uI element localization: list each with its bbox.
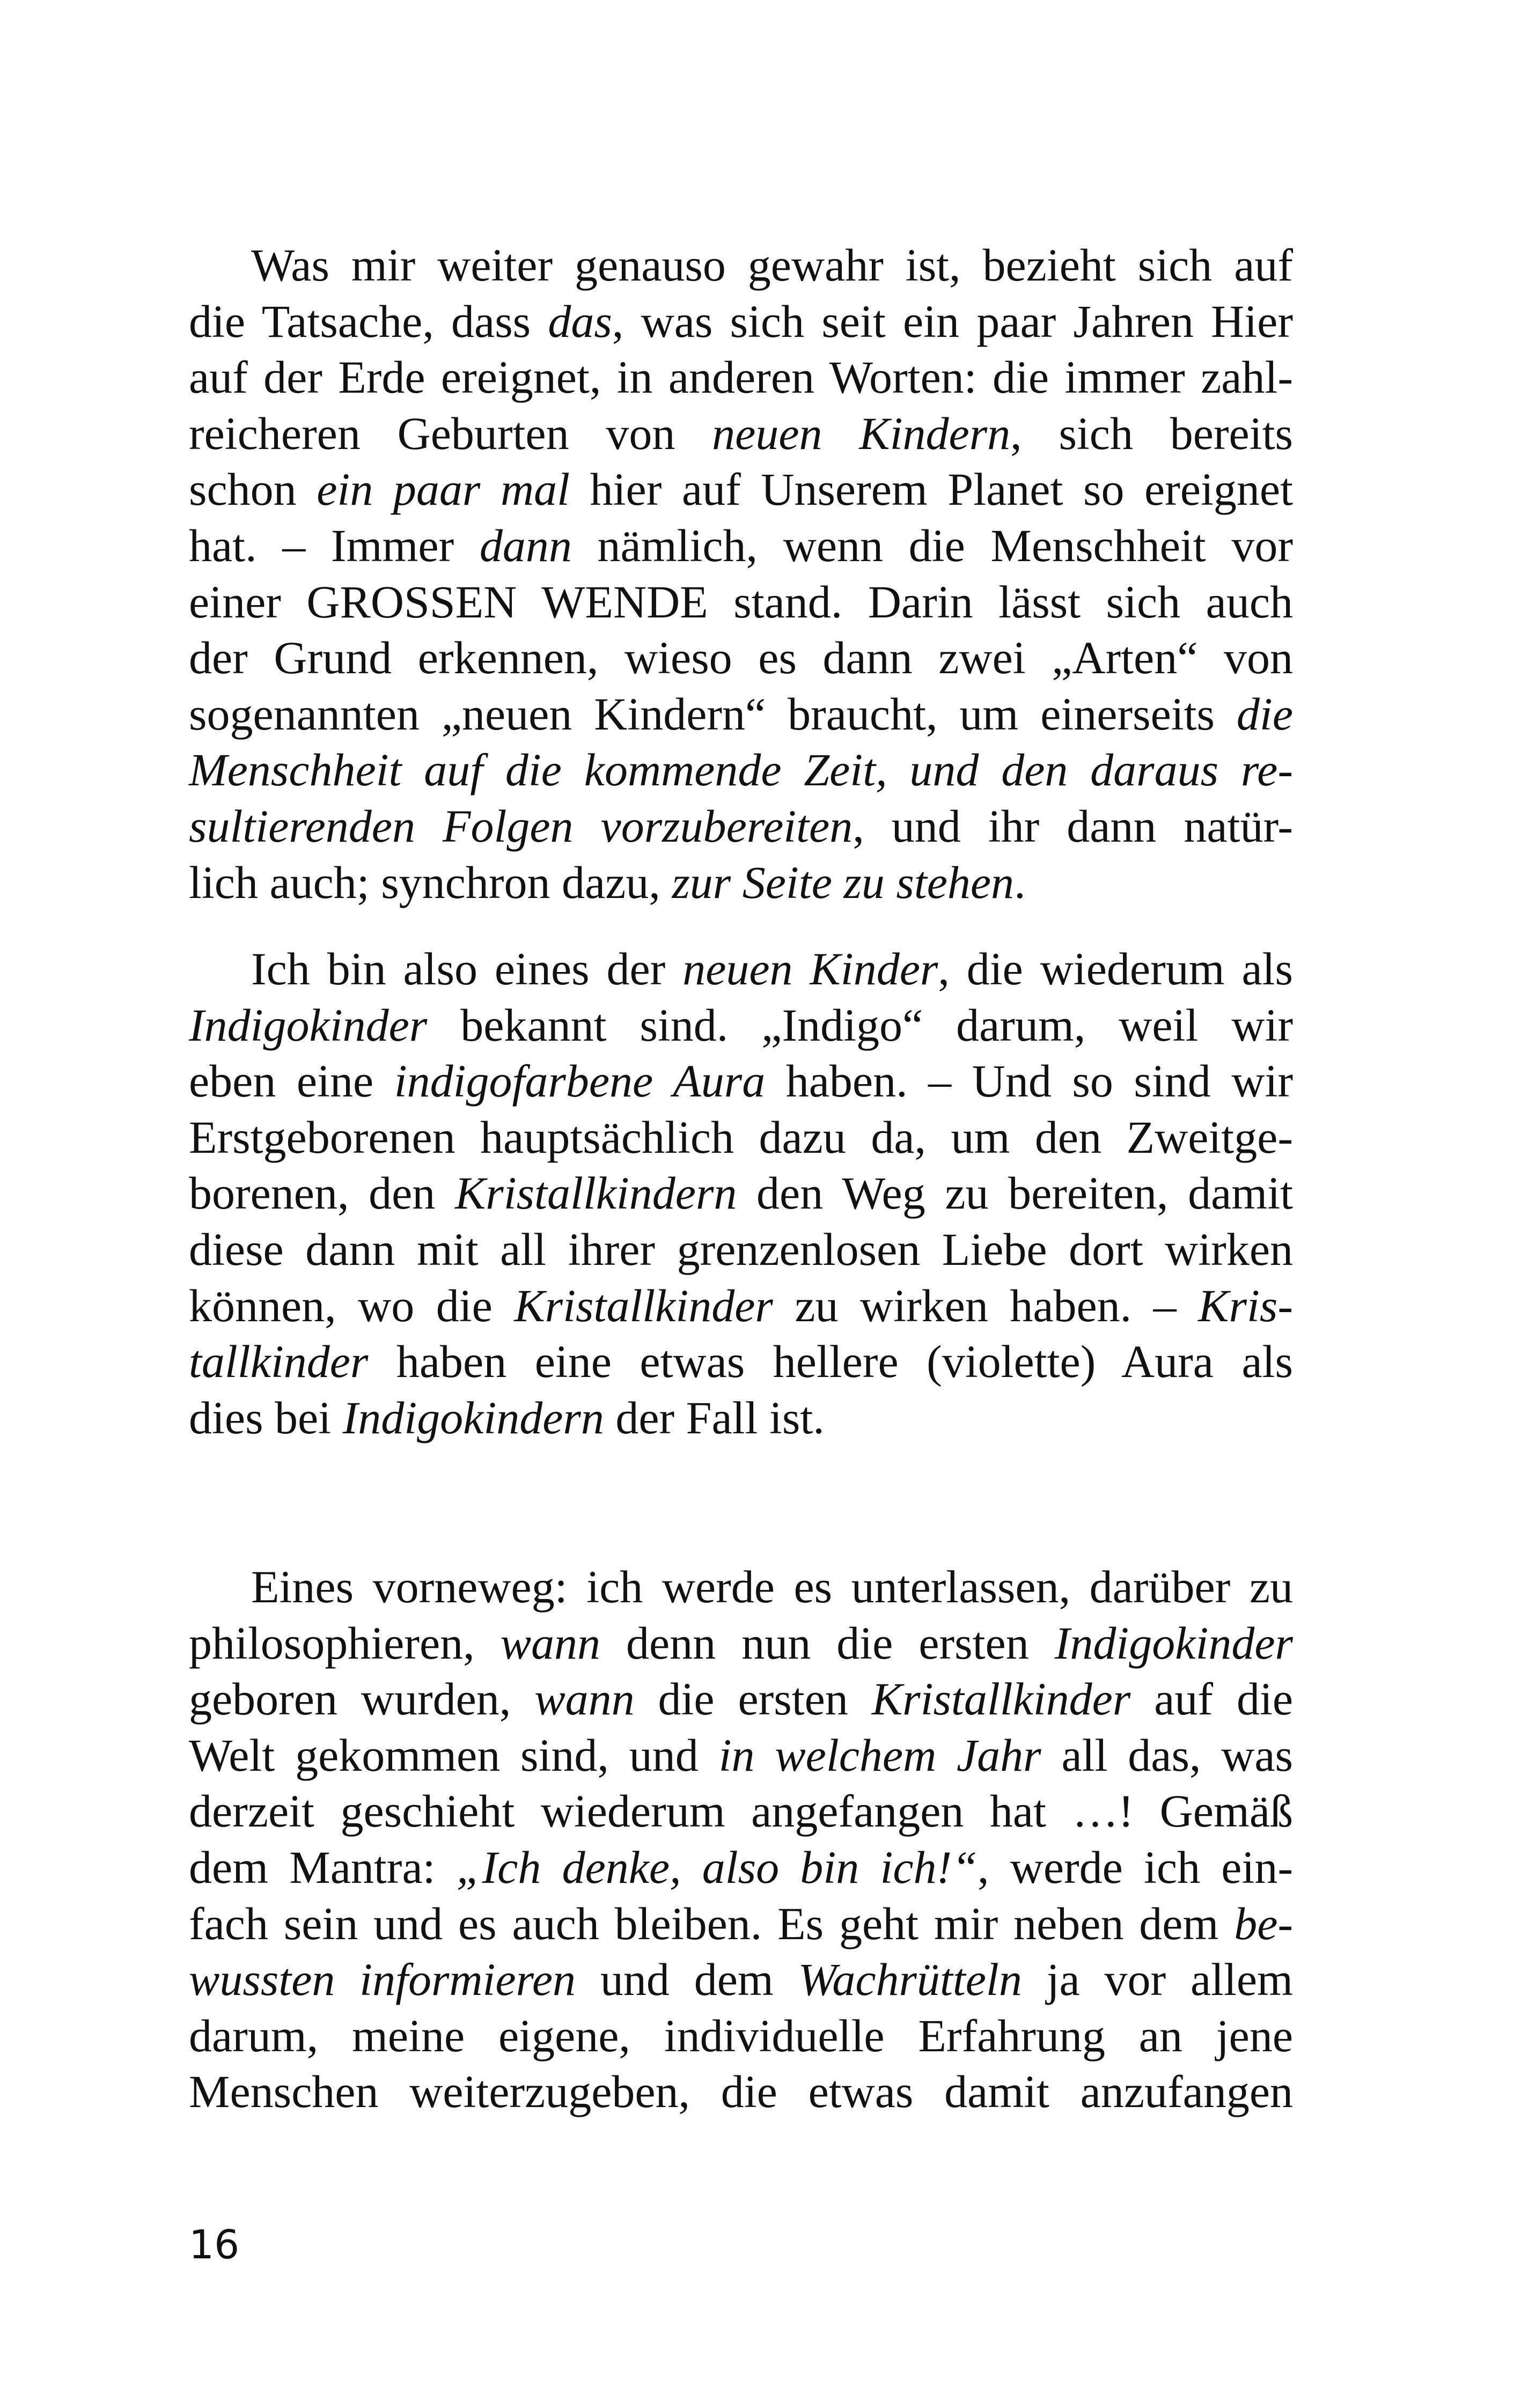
text-run: der Grund erkennen, wieso es dann zwei „Arten“ von bbox=[189, 632, 1293, 684]
text-line bbox=[189, 461, 1293, 518]
text-line bbox=[189, 406, 1293, 462]
paragraph-3 bbox=[189, 1559, 1293, 2120]
text-line bbox=[189, 2008, 1293, 2064]
text-run: , was sich seit ein paar Jahren Hier bbox=[612, 295, 1293, 347]
italic-text-run: Kristallkinder bbox=[514, 1279, 773, 1331]
italic-text-run: be- bbox=[1234, 1897, 1293, 1949]
italic-text-run: in welchem Jahr bbox=[718, 1729, 1041, 1781]
italic-text-run: das bbox=[548, 295, 612, 347]
text-line bbox=[189, 1559, 1293, 1615]
italic-text-run: ein paar mal bbox=[317, 463, 570, 516]
text-line bbox=[189, 237, 1293, 293]
text-line bbox=[189, 686, 1293, 742]
text-line bbox=[189, 1278, 1293, 1334]
italic-text-run: zur Seite zu stehen bbox=[672, 856, 1015, 908]
text-run: die ersten bbox=[634, 1673, 872, 1725]
text-line bbox=[189, 1952, 1293, 2008]
text-run: Ich bin also eines der bbox=[251, 943, 683, 995]
text-run: Was mir weiter genauso gewahr ist, bezieht sich auf bbox=[251, 239, 1293, 291]
text-run: fach sein und es auch bleiben. Es geht mir neben dem bbox=[189, 1897, 1235, 1949]
text-run: Welt gekommen sind, und bbox=[189, 1729, 719, 1781]
italic-text-run: Kristallkinder bbox=[871, 1673, 1131, 1725]
text-run: , werde ich ein- bbox=[978, 1841, 1293, 1893]
text-line bbox=[189, 1671, 1293, 1727]
text-line bbox=[189, 574, 1293, 630]
italic-text-run: indigofarbene Aura bbox=[394, 1055, 766, 1107]
text-run: können, wo die bbox=[189, 1279, 515, 1331]
italic-text-run: Indigokindern bbox=[342, 1391, 604, 1444]
text-run: lich auch; synchron dazu, bbox=[189, 856, 672, 908]
text-run: philosophieren, bbox=[189, 1617, 501, 1669]
text-run: den Weg zu bereiten, damit bbox=[737, 1167, 1293, 1219]
text-run: , und ihr dann natür- bbox=[853, 800, 1293, 852]
text-run: eben eine bbox=[189, 1055, 394, 1107]
italic-text-run: dann bbox=[479, 519, 572, 571]
text-line bbox=[189, 2064, 1293, 2120]
text-line bbox=[189, 1727, 1293, 1784]
text-run: borenen, den bbox=[189, 1167, 455, 1219]
text-run: Erstgeborenen hauptsächlich dazu da, um den Zweitge- bbox=[189, 1111, 1293, 1163]
text-run: einer GROSSEN WENDE stand. Darin lässt sich auch bbox=[189, 576, 1293, 628]
text-line bbox=[189, 941, 1293, 997]
text-run: zu wirken haben. – bbox=[773, 1279, 1199, 1331]
text-line bbox=[189, 1053, 1293, 1109]
text-run: der Fall ist. bbox=[604, 1391, 825, 1444]
text-line bbox=[189, 855, 1293, 911]
italic-text-run: wann bbox=[500, 1617, 601, 1669]
text-run: darum, meine eigene, individuelle Erfahrung an jene bbox=[189, 2009, 1293, 2061]
text-run: all das, was bbox=[1041, 1729, 1294, 1781]
italic-text-run: sultierenden Folgen vorzubereiten bbox=[189, 800, 853, 852]
italic-text-run: wussten informieren bbox=[189, 1954, 576, 2006]
text-run: auf die bbox=[1130, 1673, 1294, 1725]
text-run: dies bei bbox=[189, 1391, 343, 1444]
text-run: haben. – Und so sind wir bbox=[765, 1055, 1293, 1107]
text-run: diese dann mit all ihrer grenzenlosen Liebe dort wirken bbox=[189, 1223, 1293, 1275]
text-run: die Tatsache, dass bbox=[189, 295, 548, 347]
text-run: reicheren Geburten von bbox=[189, 407, 712, 459]
text-run: derzeit geschieht wiederum angefangen hat …! Gemäß bbox=[189, 1785, 1293, 1837]
text-line bbox=[189, 1221, 1293, 1278]
text-run: denn nun die ersten bbox=[600, 1617, 1055, 1669]
text-line bbox=[189, 798, 1293, 855]
text-line bbox=[189, 1783, 1293, 1839]
text-run: und dem bbox=[576, 1954, 798, 2006]
text-run: schon bbox=[189, 463, 317, 516]
italic-text-run: Indigokinder bbox=[189, 999, 428, 1051]
italic-text-run: Kristallkindern bbox=[454, 1167, 737, 1219]
italic-text-run: neuen Kinder bbox=[682, 943, 938, 995]
italic-text-run: wann bbox=[534, 1673, 635, 1725]
italic-text-run: Kris- bbox=[1198, 1279, 1293, 1331]
text-line bbox=[189, 1615, 1293, 1671]
text-line bbox=[189, 997, 1293, 1054]
text-line bbox=[189, 1896, 1293, 1952]
text-run: ja vor allem bbox=[1022, 1954, 1293, 2006]
italic-text-run: „Ich denke, also bin ich!“ bbox=[456, 1841, 978, 1893]
italic-text-run: Wachrütteln bbox=[798, 1954, 1022, 2006]
text-line bbox=[189, 742, 1293, 798]
text-run: geboren wurden, bbox=[189, 1673, 535, 1725]
text-line bbox=[189, 349, 1293, 406]
text-run: Eines vorneweg: ich werde es unterlassen, darüber zu bbox=[251, 1561, 1293, 1612]
text-run: auf der Erde ereignet, in anderen Worten: die immer zahl- bbox=[189, 351, 1293, 403]
text-run: Menschen weiterzugeben, die etwas damit anzufangen bbox=[189, 2066, 1293, 2118]
text-line bbox=[189, 1390, 1293, 1446]
text-line bbox=[189, 1334, 1293, 1390]
paragraph-1 bbox=[189, 237, 1293, 910]
text-run: hat. – Immer bbox=[189, 519, 480, 571]
paragraph-2 bbox=[189, 941, 1293, 1446]
page-number: 16 bbox=[189, 2222, 240, 2268]
italic-text-run: tallkinder bbox=[189, 1336, 369, 1388]
text-line bbox=[189, 293, 1293, 350]
text-line bbox=[189, 518, 1293, 574]
text-line bbox=[189, 1839, 1293, 1896]
italic-text-run: Indigokinder bbox=[1054, 1617, 1293, 1669]
text-run: haben eine etwas hellere (violette) Aura als bbox=[368, 1336, 1293, 1388]
text-run: . bbox=[1014, 856, 1026, 908]
italic-text-run: die bbox=[1236, 688, 1293, 740]
italic-text-run: Menschheit auf die kommende Zeit, und den daraus re- bbox=[189, 744, 1293, 796]
text-line bbox=[189, 630, 1293, 686]
text-line bbox=[189, 1165, 1293, 1221]
text-run: dem Mantra: bbox=[189, 1841, 457, 1893]
text-line bbox=[189, 1109, 1293, 1166]
italic-text-run: neuen Kindern bbox=[712, 407, 1011, 459]
text-run: nämlich, wenn die Menschheit vor bbox=[571, 519, 1293, 571]
text-run: sogenannten „neuen Kindern“ braucht, um einerseits bbox=[189, 688, 1237, 740]
text-run: hier auf Unserem Planet so ereignet bbox=[570, 463, 1293, 516]
text-run: , sich bereits bbox=[1010, 407, 1293, 459]
text-run: , die wiederum als bbox=[938, 943, 1293, 995]
text-run: bekannt sind. „Indigo“ darum, weil wir bbox=[427, 999, 1293, 1051]
